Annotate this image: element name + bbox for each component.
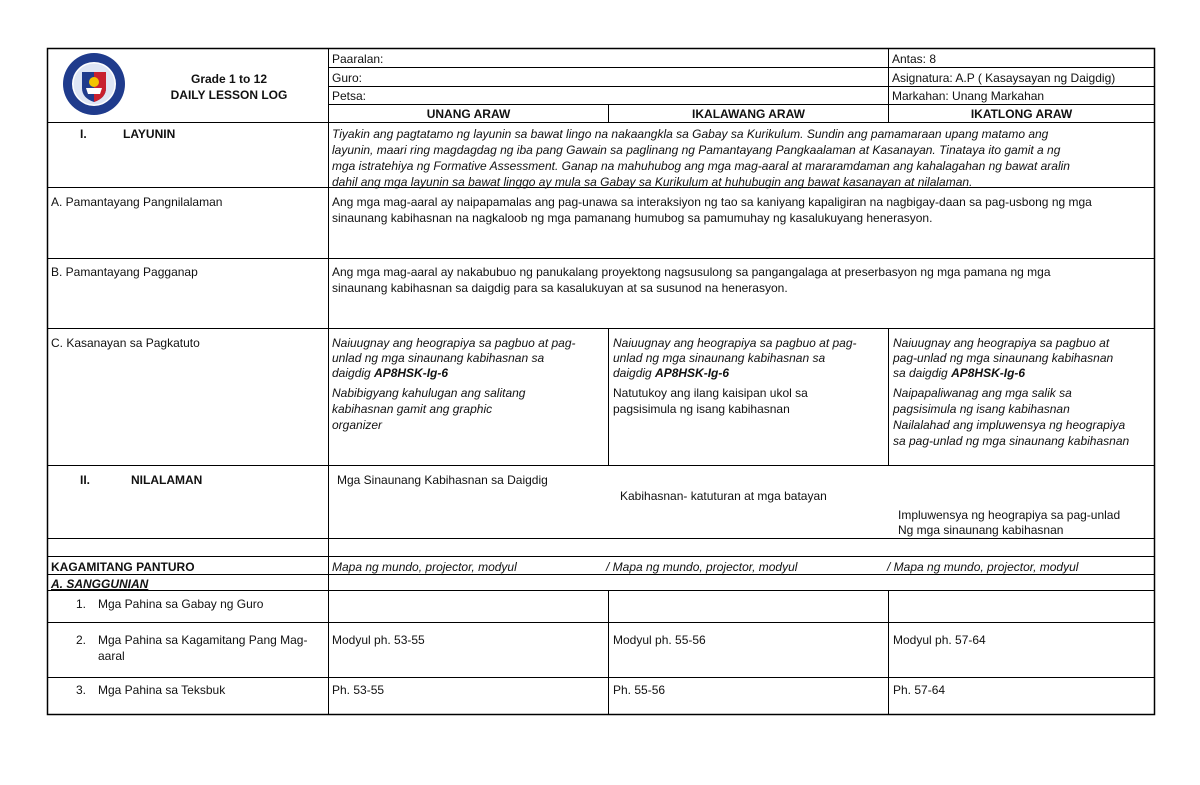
kasanayan-label: C. Kasanayan sa Pagkatuto [51,336,200,350]
modyul-pages-day3: Modyul ph. 57-64 [893,633,986,647]
kasanayan-day2-code-line [613,365,729,381]
pamantayang-pangnilalaman-line: sinaunang kabihasnan na nagkaloob ng mga pamanang humubog sa pamumuhay ng kasalukuyang henerasyon. [332,211,933,225]
kagamitan-day3: / Mapa ng mundo, projector, modyul [887,560,1079,574]
day-header-1: UNANG ARAW [426,107,511,121]
sanggunian-item-label-cont: aaral [98,649,125,663]
paaralan-field: Paaralan: [332,52,384,66]
kasanayan-day3-extra: sa pag-unlad ng mga sinaunang kabihasnan [893,434,1130,448]
day-header-3: IKATLONG ARAW [970,107,1073,121]
sanggunian-item-label: Mga Pahina sa Gabay ng Guro [98,597,264,611]
sanggunian-item-label: Mga Pahina sa Teksbuk [98,683,226,697]
antas-field: Antas: 8 [892,52,937,66]
code-prefix: sa daigdig [893,366,948,380]
teksbuk-pages-day3: Ph. 57-64 [893,683,946,697]
competency-code: AP8HSK-Ig-6 [374,366,449,380]
teksbuk-pages-day2: Ph. 55-56 [613,683,666,697]
layunin-text-line: layunin, maari ring magdagdag ng iba pang Gawain sa paglinang ng Pamantayang Pangkaalaman at Kasanayan. Tinataya ito gamit a ng [332,143,1061,157]
teksbuk-pages-day1: Ph. 53-55 [332,683,385,697]
kasanayan-day2-extra: pagsisimula ng isang kabihasnan [613,402,790,416]
code-prefix: daigdig [613,366,656,380]
nilalaman-label: NILALAMAN [131,473,203,487]
nilalaman-topic-1: Mga Sinaunang Kabihasnan sa Daigdig [337,473,548,487]
sanggunian-item-number: 1. [76,597,87,611]
kasanayan-day2-line: unlad ng mga sinaunang kabihasnan sa [613,351,826,365]
kasanayan-day1-line: unlad ng mga sinaunang kabihasnan sa [332,351,545,365]
kasanayan-day1-line: Naiuugnay ang heograpiya sa pagbuo at pag- [332,336,576,350]
nilalaman-number: II. [80,473,91,487]
kasanayan-day3-line: Naiuugnay ang heograpiya sa pagbuo at [893,336,1110,350]
sanggunian-item-number: 3. [76,683,87,697]
modyul-pages-day2: Modyul ph. 55-56 [613,633,706,647]
kasanayan-day2-extra: Natutukoy ang ilang kaisipan ukol sa [613,386,808,400]
kasanayan-day1-extra: kabihasnan gamit ang graphic [332,402,493,416]
nilalaman-topic-3: Impluwensya ng heograpiya sa pag-unlad [898,508,1121,522]
kasanayan-day1-code-line [332,365,448,381]
petsa-field: Petsa: [332,89,367,103]
kasanayan-day3-code-line [893,365,1025,381]
nilalaman-topic-3b: Ng mga sinaunang kabihasnan [898,523,1064,537]
markahan-field: Markahan: Unang Markahan [892,89,1045,103]
layunin-label: LAYUNIN [123,127,176,141]
layunin-text-line: Tiyakin ang pagtatamo ng layunin sa bawat lingo na nakaangkla sa Gabay sa Kurikulum. Sundin ang pamamaraan upang matamo ang [332,127,1049,141]
sanggunian-label: A. SANGGUNIAN [51,577,149,591]
guro-field: Guro: [332,71,363,85]
kagamitan-day2: / Mapa ng mundo, projector, modyul [606,560,798,574]
competency-code: AP8HSK-Ig-6 [951,366,1026,380]
pamantayang-pagganap-label: B. Pamantayang Pagganap [51,265,198,279]
layunin-text-line: mga istratehiya ng Formative Assessment. Ganap na mahuhubog ang mga mag-aaral at mararamdaman ang kahalagahan ng bawat aralin [332,159,1070,173]
pamantayang-pagganap-line: Ang mga mag-aaral ay nakabubuo ng panukalang proyektong nagsusulong sa pangangalaga at preserbasyon ng mga pamana ng mga [332,265,1051,279]
kasanayan-day2-line: Naiuugnay ang heograpiya sa pagbuo at pag- [613,336,857,350]
kasanayan-day3-extra: Nailalahad ang impluwensya ng heograpiya [893,418,1126,432]
grade-range-title: Grade 1 to 12 [190,72,268,86]
kagamitan-day1: Mapa ng mundo, projector, modyul [332,560,517,574]
modyul-pages-day1: Modyul ph. 53-55 [332,633,425,647]
competency-code: AP8HSK-Ig-6 [655,366,730,380]
kagamitan-label: KAGAMITANG PANTURO [51,560,195,574]
sanggunian-item-label: Mga Pahina sa Kagamitang Pang Mag- [98,633,308,647]
pamantayang-pagganap-line: sinaunang kabihasnan sa daigdig para sa kasalukuyan at sa susunod na henerasyon. [332,281,788,295]
layunin-number: I. [80,127,87,141]
kasanayan-day3-extra: Naipapaliwanag ang mga salik sa [893,386,1072,400]
kasanayan-day3-line: pag-unlad ng mga sinaunang kabihasnan [893,351,1114,365]
pamantayang-pangnilalaman-line: Ang mga mag-aaral ay naipapamalas ang pag-unawa sa interaksiyon ng tao sa kaniyang kapaligiran na nagbigay-daan sa pag-usbong ng mga [332,195,1092,209]
sanggunian-item-number: 2. [76,633,87,647]
daily-lesson-log-title: DAILY LESSON LOG [170,88,288,102]
day-header-2: IKALAWANG ARAW [692,107,805,121]
asignatura-field: Asignatura: A.P ( Kasaysayan ng Daigdig) [892,71,1116,85]
code-prefix: daigdig [332,366,375,380]
pamantayang-pangnilalaman-label: A. Pamantayang Pangnilalaman [51,195,223,209]
kasanayan-day3-extra: pagsisimula ng isang kabihasnan [893,402,1070,416]
nilalaman-topic-2: Kabihasnan- katuturan at mga batayan [620,489,827,503]
layunin-text-line: dahil ang mga layunin sa bawat linggo ay mula sa Gabay sa Kurikulum at huhubugin ang bawat kasanayan at nilalaman. [332,175,973,189]
kasanayan-day1-extra: Nabibigyang kahulugan ang salitang [332,386,526,400]
kasanayan-day1-extra: organizer [332,418,383,432]
deped-seal-logo [62,52,126,116]
